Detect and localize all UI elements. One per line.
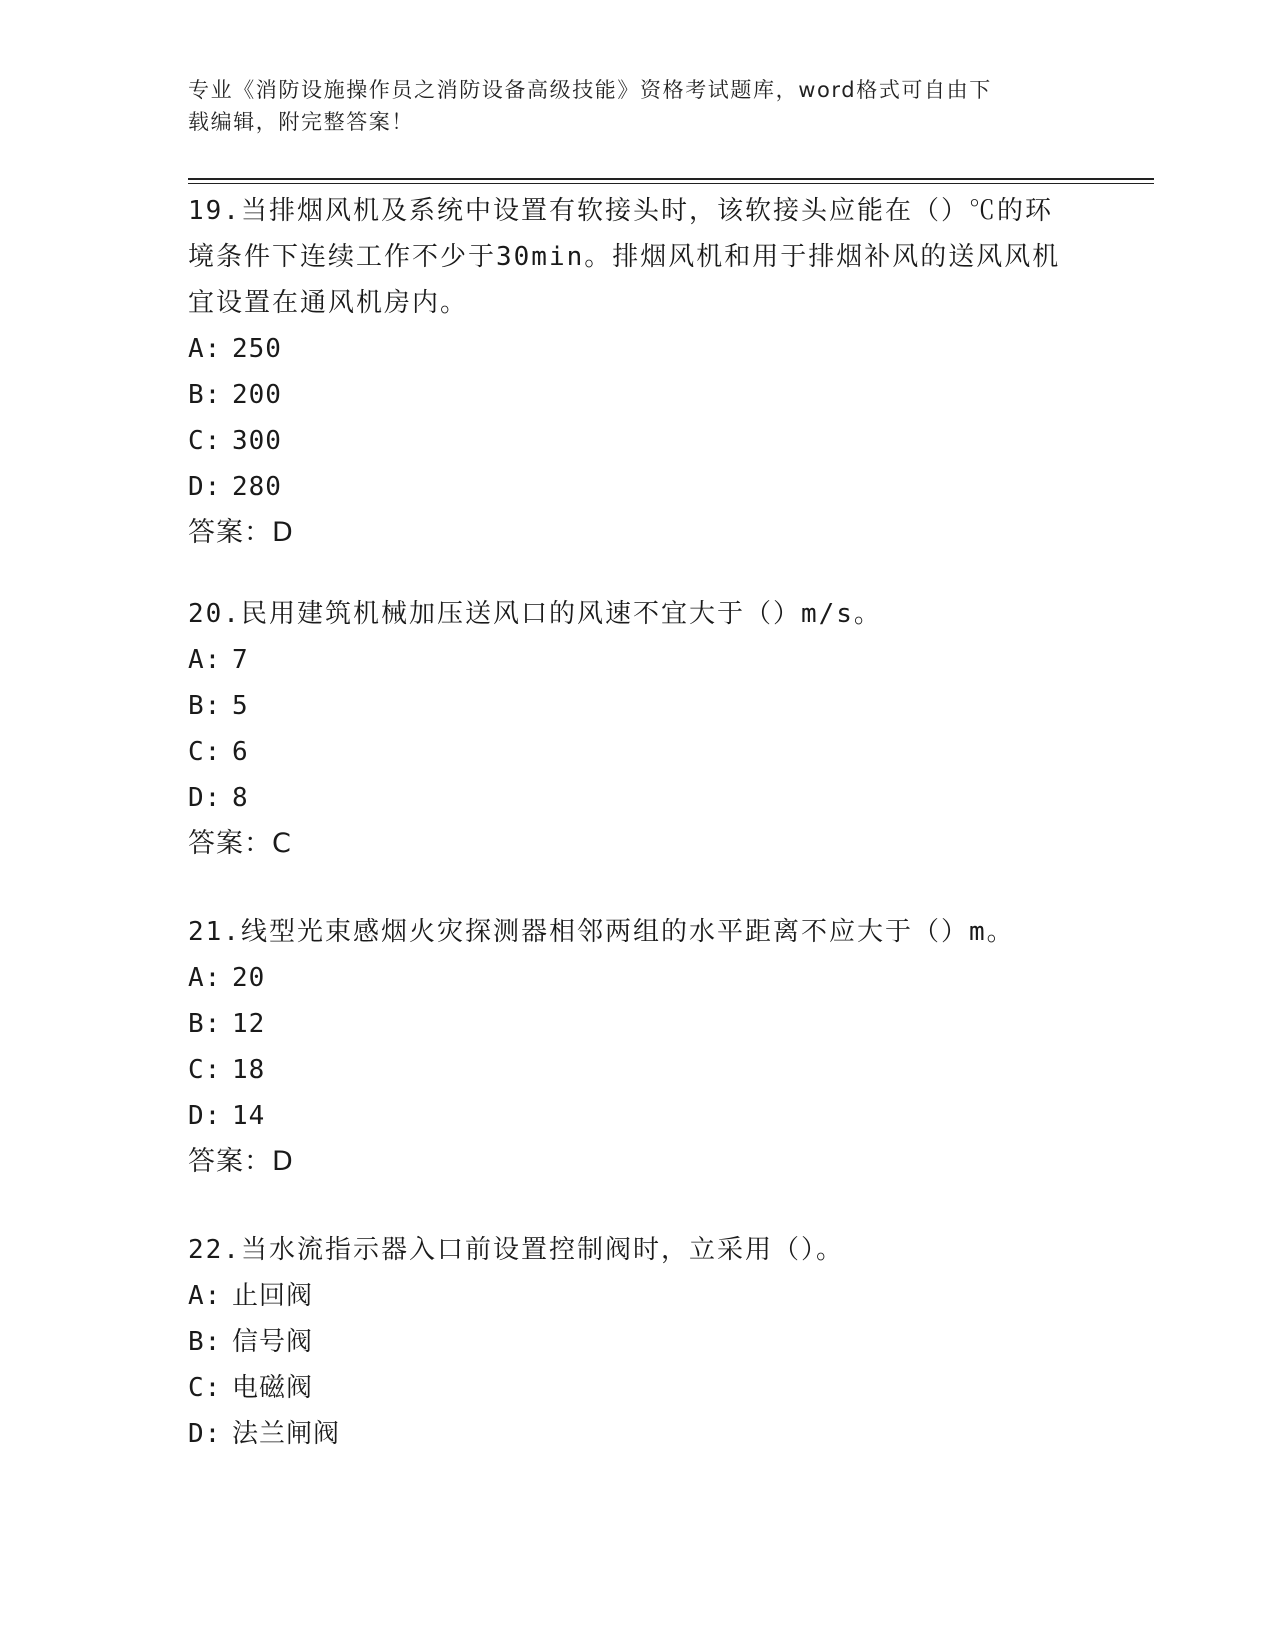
option-c (188, 729, 1088, 775)
question-stem-line: 21.线型光束感烟火灾探测器相邻两组的水平距离不应大于（）m。 (188, 917, 1015, 947)
question-21 (188, 909, 1088, 1185)
question-19 (188, 188, 1088, 556)
header-divider (188, 183, 1154, 184)
answer-line: 答案：C (188, 828, 292, 859)
option-d (188, 464, 1088, 510)
option-label: B: (188, 1327, 222, 1357)
option-text: 6 (232, 737, 249, 767)
option-b (188, 1319, 1088, 1365)
header-line: 载编辑，附完整答案！ (188, 110, 414, 134)
option-d (188, 1411, 1088, 1457)
option-label: A: (188, 645, 222, 675)
option-label: A: (188, 963, 222, 993)
option-text: 电磁阀 (232, 1373, 314, 1403)
option-text: 7 (232, 645, 249, 675)
question-stem-line: 境条件下连续工作不少于30min。排烟风机和用于排烟补风的送风风机 (188, 242, 1061, 272)
option-b (188, 683, 1088, 729)
option-d (188, 1093, 1088, 1139)
option-label: D: (188, 783, 222, 813)
option-label: B: (188, 380, 222, 410)
option-text: 14 (232, 1101, 266, 1131)
option-text: 信号阀 (232, 1327, 314, 1357)
answer-line: 答案：D (188, 1146, 294, 1177)
option-a (188, 1273, 1088, 1319)
option-text: 18 (232, 1055, 266, 1085)
option-c (188, 1365, 1088, 1411)
header-divider (188, 178, 1154, 180)
option-text: 250 (232, 334, 282, 364)
option-text: 止回阀 (232, 1281, 314, 1311)
option-label: B: (188, 691, 222, 721)
option-label: A: (188, 334, 222, 364)
option-text: 12 (232, 1009, 266, 1039)
question-22 (188, 1227, 1088, 1457)
option-label: A: (188, 1281, 222, 1311)
option-text: 5 (232, 691, 249, 721)
document-header (188, 74, 1088, 138)
option-text: 300 (232, 426, 282, 456)
question-stem-line: 19.当排烟风机及系统中设置有软接头时，该软接头应能在（）℃的环 (188, 196, 1053, 226)
option-text: 8 (232, 783, 249, 813)
option-c (188, 1047, 1088, 1093)
answer-line: 答案：D (188, 517, 294, 548)
option-b (188, 372, 1088, 418)
option-label: B: (188, 1009, 222, 1039)
option-label: C: (188, 1055, 222, 1085)
option-b (188, 1001, 1088, 1047)
question-stem-line: 宜设置在通风机房内。 (188, 288, 469, 318)
option-a (188, 955, 1088, 1001)
option-text: 法兰闸阀 (232, 1419, 341, 1449)
option-label: D: (188, 1419, 222, 1449)
option-label: C: (188, 1373, 222, 1403)
question-stem-line: 22.当水流指示器入口前设置控制阀时，立采用（）。 (188, 1235, 844, 1265)
header-line: 专业《消防设施操作员之消防设备高级技能》资格考试题库，word格式可自由下 (188, 78, 992, 102)
option-d (188, 775, 1088, 821)
question-20 (188, 591, 1088, 867)
option-text: 280 (232, 472, 282, 502)
option-label: D: (188, 472, 222, 502)
option-label: C: (188, 737, 222, 767)
option-a (188, 326, 1088, 372)
option-a (188, 637, 1088, 683)
question-stem-line: 20.民用建筑机械加压送风口的风速不宜大于（）m/s。 (188, 599, 882, 629)
option-c (188, 418, 1088, 464)
option-text: 200 (232, 380, 282, 410)
option-label: C: (188, 426, 222, 456)
option-label: D: (188, 1101, 222, 1131)
option-text: 20 (232, 963, 266, 993)
